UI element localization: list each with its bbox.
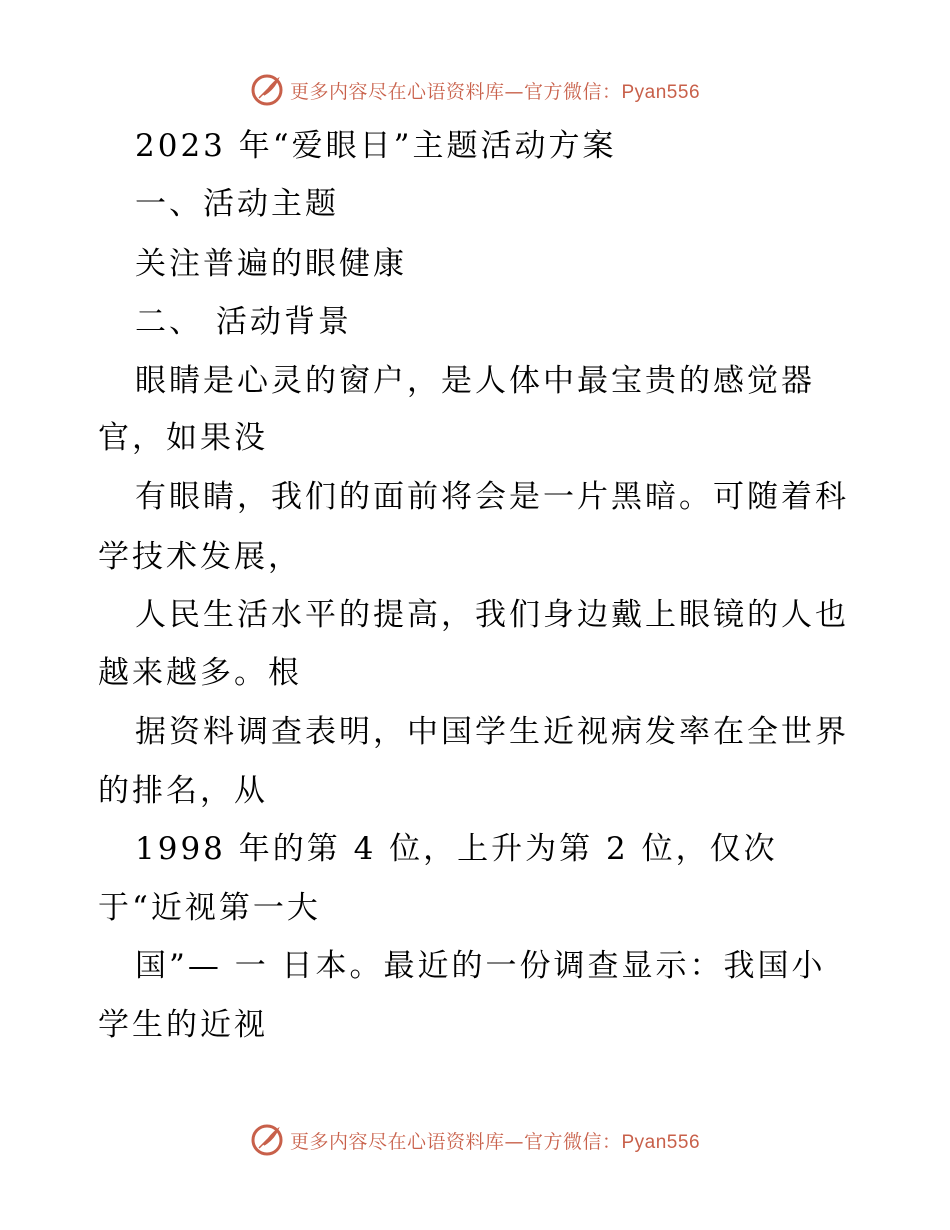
quill-logo-icon (250, 1123, 284, 1157)
watermark-handle: Pyan556 (621, 1131, 701, 1153)
paragraph-line: 越来越多。根 (98, 655, 302, 691)
section-heading: 一、活动主题 (135, 186, 339, 222)
paragraph-line: 关注普遍的眼健康 (135, 246, 407, 282)
paragraph-line: 学生的近视 (98, 1007, 268, 1043)
watermark-text: 更多内容尽在心语资料库—官方微信：Pyan556 (289, 1130, 701, 1153)
paragraph-line: 有眼睛，我们的面前将会是一片黑暗。可随着科 (135, 479, 849, 515)
paragraph-line: 1998 年的第 4 位，上升为第 2 位，仅次 (135, 831, 778, 867)
paragraph-line: 据资料调查表明，中国学生近视病发率在全世界 (135, 714, 849, 750)
paragraph-line: 官，如果没 (98, 420, 268, 456)
paragraph-line: 于“近视第一大 (98, 890, 321, 926)
section-heading: 二、 活动背景 (135, 304, 352, 340)
paragraph-line: 学技术发展， (98, 539, 302, 575)
paragraph-line: 国”— 一 日本。最近的一份调查显示：我国小 (135, 948, 826, 984)
watermark-handle: Pyan556 (621, 81, 701, 103)
document-title: 2023 年“爱眼日”主题活动方案 (135, 128, 617, 164)
paragraph-line: 眼睛是心灵的窗户，是人体中最宝贵的感觉器 (135, 363, 815, 399)
paragraph-line: 人民生活水平的提高，我们身边戴上眼镜的人也 (135, 597, 849, 633)
watermark-text: 更多内容尽在心语资料库—官方微信：Pyan556 (289, 80, 701, 103)
watermark-footer (0, 1122, 950, 1158)
paragraph-line: 的排名，从 (98, 773, 268, 809)
